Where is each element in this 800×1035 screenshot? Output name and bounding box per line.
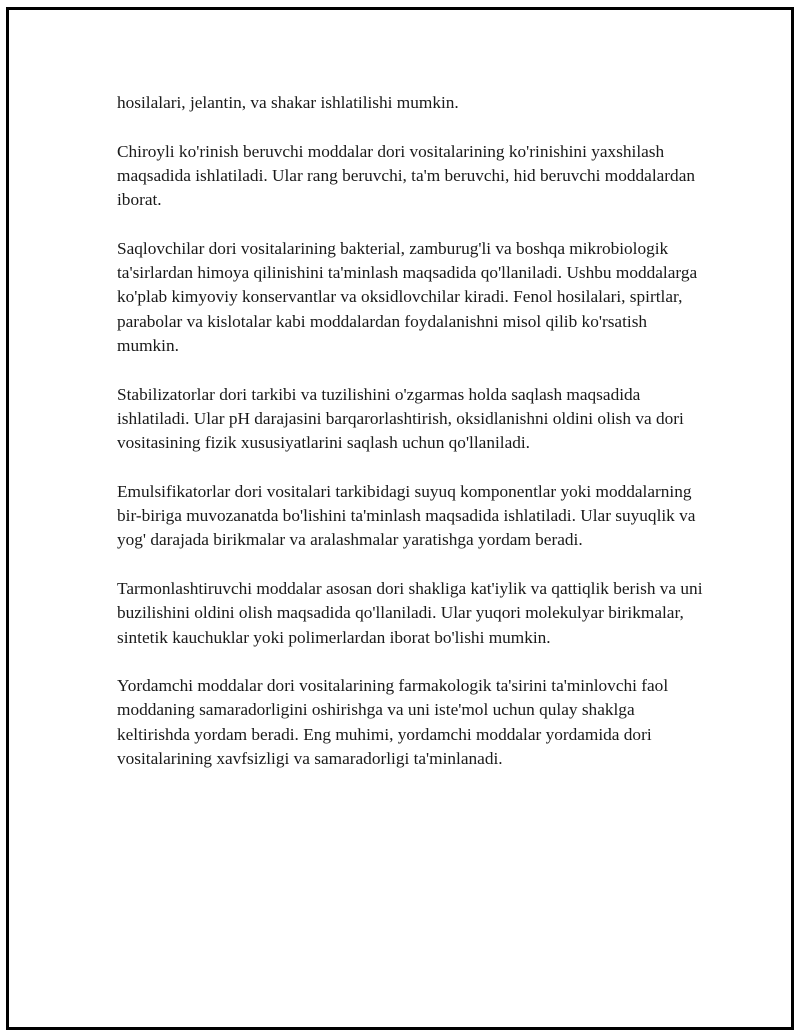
paragraph-5: Emulsifikatorlar dori vositalari tarkibidagi suyuq komponentlar yoki moddalarning bir-biriga muvozanatda bo'lishini ta'minlash maqsadida ishlatiladi. Ular suyuqlik va yog' darajada birikmalar va aralashmalar yaratishga yordam beradi. xyxy=(117,481,696,550)
paragraph-6: Tarmonlashtiruvchi moddalar asosan dori shakliga kat'iylik va qattiqlik berish va uni buzilishini oldini olish maqsadida qo'llaniladi. Ular yuqori molekulyar birikmalar, sintetik kauchuklar yoki polimerlardan iborat bo'lishi mumkin. xyxy=(117,578,703,647)
paragraph-7: Yordamchi moddalar dori vositalarining farmakologik ta'sirini ta'minlovchi faol moddaning samaradorligini oshirishga va uni iste'mol uchun qulay shaklga keltirishda yordam beradi. Eng muhimi, yordamchi moddalar yordamida dori vositalarining xavfsizligi va samaradorligi ta'minlanadi. xyxy=(117,676,669,769)
paragraph-2: Chiroyli ko'rinish beruvchi moddalar dori vositalarining ko'rinishini yaxshilash maqsadida ishlatiladi. Ular rang beruvchi, ta'm beruvchi, hid beruvchi moddalardan iborat. xyxy=(117,141,696,210)
paragraph-1: hosilalari, jelantin, va shakar ishlatilishi mumkin. xyxy=(117,93,459,112)
document-body xyxy=(117,91,707,796)
paragraph-3: Saqlovchilar dori vositalarining bakterial, zamburug'li va boshqa mikrobiologik ta'sirlardan himoya qilinishini ta'minlash maqsadida qo'llaniladi. Ushbu moddalarga ko'plab kimyoviy konservantlar va oksidlovchilar kiradi. Fenol hosilalari, spirtlar, parabolar va kislotalar kabi moddalardan foydalanishni misol qilib ko'rsatish mumkin. xyxy=(117,238,698,355)
paragraph-4: Stabilizatorlar dori tarkibi va tuzilishini o'zgarmas holda saqlash maqsadida ishlatiladi. Ular pH darajasini barqarorlashtirish, oksidlanishni oldini olish va dori vositasining fizik xususiyatlarini saqlash uchun qo'llaniladi. xyxy=(117,384,684,453)
